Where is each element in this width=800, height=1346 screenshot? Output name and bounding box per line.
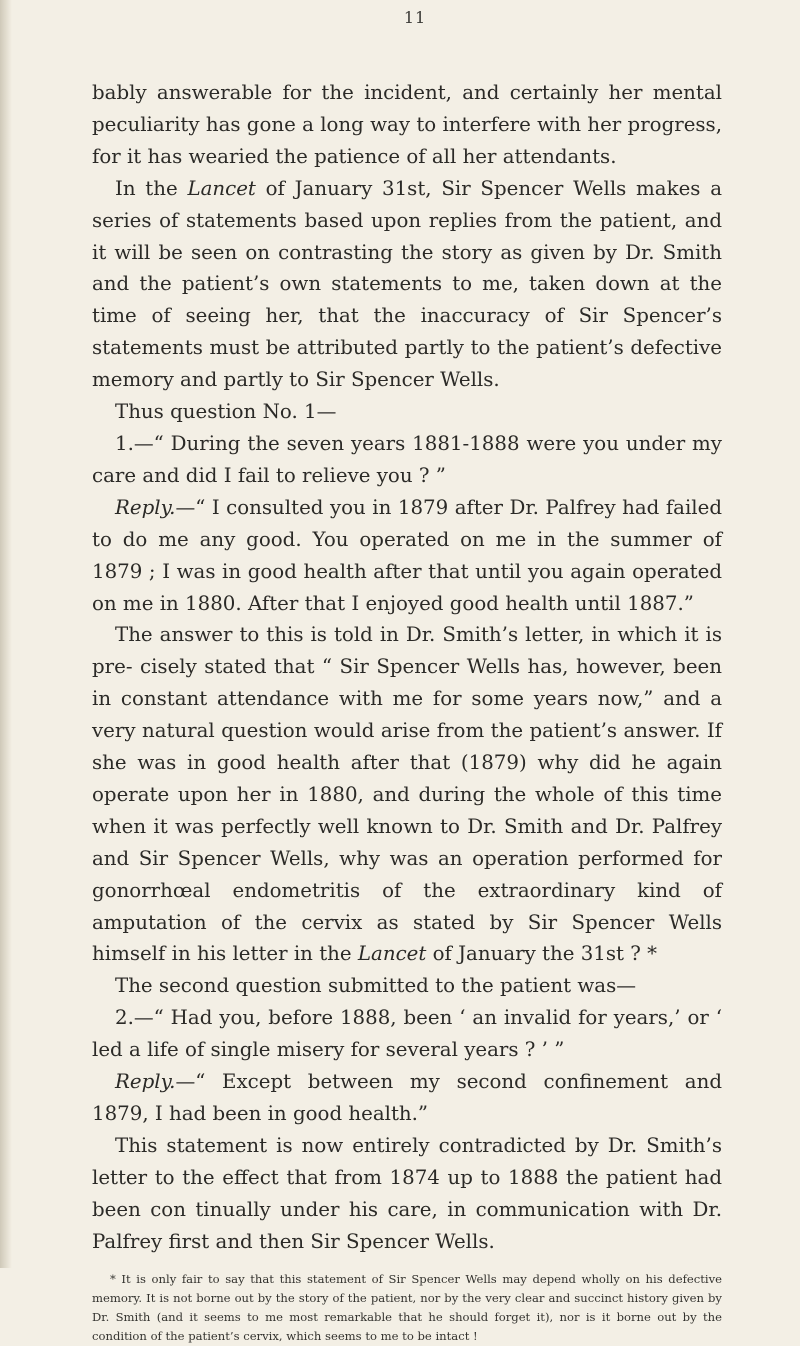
italic-text-run: Reply. [115, 495, 176, 519]
paragraph [92, 1130, 722, 1258]
text-run: This statement is now entirely contradicted by Dr. Smith’s letter to the effect that from 1874 up to 1888 the patient had been con tinually under his care, in communication with Dr. Palfrey first and then Sir Spencer Wells. [92, 1133, 722, 1253]
footnote [92, 1270, 722, 1346]
paragraph [92, 428, 722, 492]
document-page [92, 8, 722, 1346]
page-number: 11 [403, 8, 427, 27]
page-edge-shadow [0, 0, 12, 1268]
paragraph [92, 77, 722, 173]
italic-text-run: Lancet [187, 176, 256, 200]
paragraph [92, 619, 722, 970]
text-run: of January the 31st ? * [426, 942, 658, 966]
text-run: 2.—“ Had you, before 1888, been ‘ an invalid for years,’ or ‘ led a life of single misery for several years ? ’ ” [92, 1006, 722, 1062]
text-run: 1.—“ During the seven years 1881-1888 were you under my care and did I fail to relieve you ? ” [92, 431, 722, 487]
paragraph [92, 970, 722, 1002]
text-run: Thus question No. 1— [115, 400, 337, 424]
text-run: The second question submitted to the patient was— [115, 974, 637, 998]
paragraph [92, 1066, 722, 1130]
paragraph [92, 1002, 722, 1066]
text-run: of January 31st, Sir Spencer Wells makes a series of statements based upon replies from the patient, and it will be seen on contrasting the story as given by Dr. Smith and the patient’s own statements to me, taken down at the time of seeing her, that the inaccuracy of Sir Spencer’s statements must be attributed partly to the patient’s defective memory and partly to Sir Spencer Wells. [92, 176, 722, 392]
paragraph [92, 492, 722, 620]
paragraph [92, 396, 722, 428]
text-run: —“ Except between my second confinement and 1879, I had been in good health.” [92, 1070, 722, 1125]
text-run: In the [115, 176, 188, 200]
paragraph [92, 173, 722, 396]
body-text [92, 77, 722, 1258]
text-run: The answer to this is told in Dr. Smith’s letter, in which it is pre- cisely stated that “ Sir Spencer Wells has, however, been in constant attendance with me for some years now,” and a very natural question would arise from the patient’s answer. If she was in good health after that (1879) why did he again operate upon her in 1880, and during the whole of this time when it was perfectly well known to Dr. Smith and Dr. Palfrey and Sir Spencer Wells, why was an operation performed for gonorrhœal endometritis of the extraordinary kind of amputation of the cervix as stated by Sir Spencer Wells himself in his letter in the [92, 623, 722, 966]
text-run: —“ I consulted you in 1879 after Dr. Palfrey had failed to do me any good. You operated on me in the summer of 1879 ; I was in good health after that until you again operated on me in 1880. After that I enjoyed good health until 1887.” [92, 495, 722, 615]
italic-text-run: Reply. [115, 1070, 176, 1094]
text-run: bably answerable for the incident, and certainly her mental peculiarity has gone a long way to interfere with her progress, for it has wearied the patience of all her attendants. [92, 81, 722, 168]
footnote-text: * It is only fair to say that this statement of Sir Spencer Wells may depend wholly on his defective memory. It is not borne out by the story of the patient, nor by the very clear and succinct history given by Dr. Smith (and it seems to me most remarkable that he should forget it), nor is it borne out by the condition of the patient’s cervix, which seems to me to be intact ! [92, 1271, 722, 1343]
italic-text-run: Lancet [357, 942, 427, 966]
